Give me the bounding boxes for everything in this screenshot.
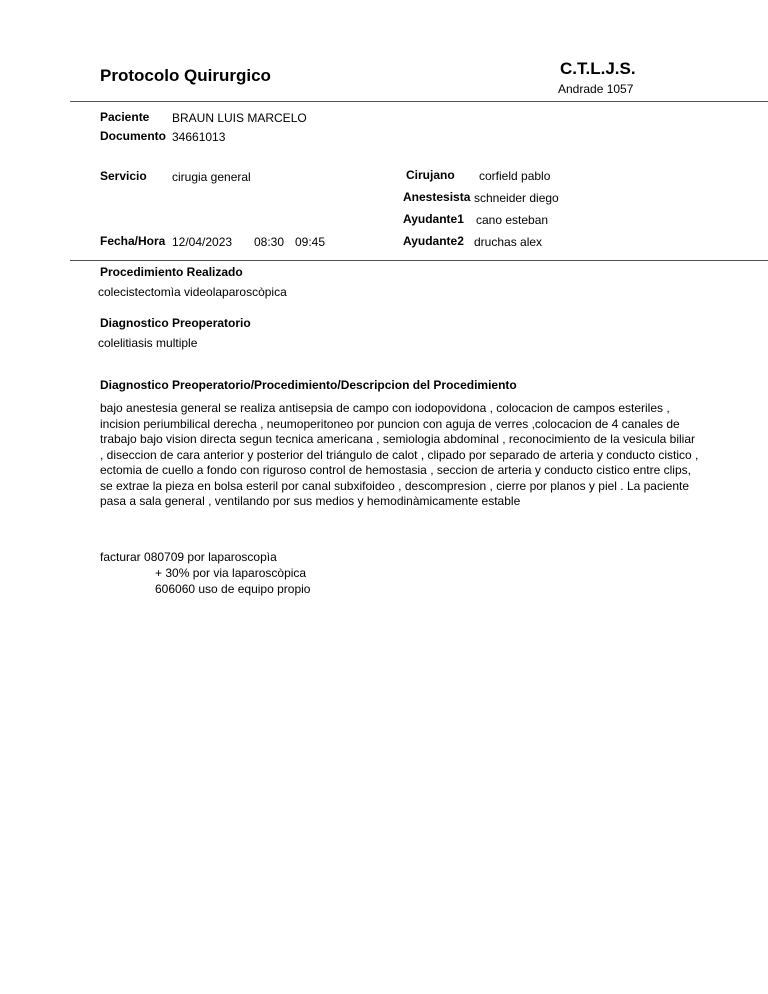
assistant2-name: druchas alex — [474, 235, 543, 249]
document-title: Protocolo Quirurgico — [100, 66, 271, 85]
procedure-value: colecistectomìa videolaparoscòpica — [98, 285, 287, 299]
end-time: 09:45 — [295, 235, 326, 249]
description-heading: Diagnostico Preoperatorio/Procedimiento/Descripcion del Procedimiento — [100, 378, 517, 392]
preop-diagnosis-value: colelitiasis multiple — [98, 336, 198, 350]
surgery-date: 12/04/2023 — [172, 235, 233, 249]
assistant1-name: cano esteban — [476, 213, 549, 227]
billing-line-1: facturar 080709 por laparoscopìa — [100, 550, 277, 564]
patient-label: Paciente — [100, 110, 150, 124]
assistant2-label: Ayudante2 — [403, 234, 464, 248]
organization-name: C.T.L.J.S. — [560, 59, 636, 78]
service-label: Servicio — [100, 169, 147, 183]
preop-diagnosis-heading: Diagnostico Preoperatorio — [100, 316, 251, 330]
procedure-heading: Procedimiento Realizado — [100, 265, 243, 279]
assistant1-label: Ayudante1 — [403, 212, 464, 226]
surgeon-name: corfield pablo — [479, 169, 551, 183]
billing-line-2: + 30% por via laparoscòpica — [155, 566, 307, 580]
organization-address: Andrade 1057 — [558, 82, 634, 96]
anesthetist-name: schneider diego — [474, 191, 559, 205]
header-divider — [70, 101, 768, 102]
procedure-description: bajo anestesia general se realiza antisepsia de campo con iodopovidona , colocacion de campos esteriles , incision periumbilical derecha , neumoperitoneo por puncion con aguja de verres ,colocacion de 4 canales de trabajo bajo vision directa segun tecnica americana , semiologia abdominal , reconocimiento de la vesicula biliar , diseccion de cara anterior y posterior del triángulo de calot , clipado por separado de arteria y conducto cistico , ectomia de cuello a fondo con riguroso control de hemostasia , seccion de arteria y conducto cistico entre clips, se extrae la pieza en bolsa esteril por canal subxifoideo , descompresion , cierre por planos y piel . La paciente pasa a sala general , ventilando por sus medios y hemodinàmicamente estable — [100, 401, 699, 508]
info-divider — [70, 260, 768, 261]
surgeon-label: Cirujano — [406, 168, 455, 182]
datetime-label: Fecha/Hora — [100, 234, 166, 248]
patient-name: BRAUN LUIS MARCELO — [172, 111, 307, 125]
document-label: Documento — [100, 129, 166, 143]
start-time: 08:30 — [254, 235, 285, 249]
billing-line-3: 606060 uso de equipo propio — [155, 582, 311, 596]
document-number: 34661013 — [172, 130, 226, 144]
anesthetist-label: Anestesista — [403, 190, 471, 204]
service-value: cirugia general — [172, 170, 251, 184]
